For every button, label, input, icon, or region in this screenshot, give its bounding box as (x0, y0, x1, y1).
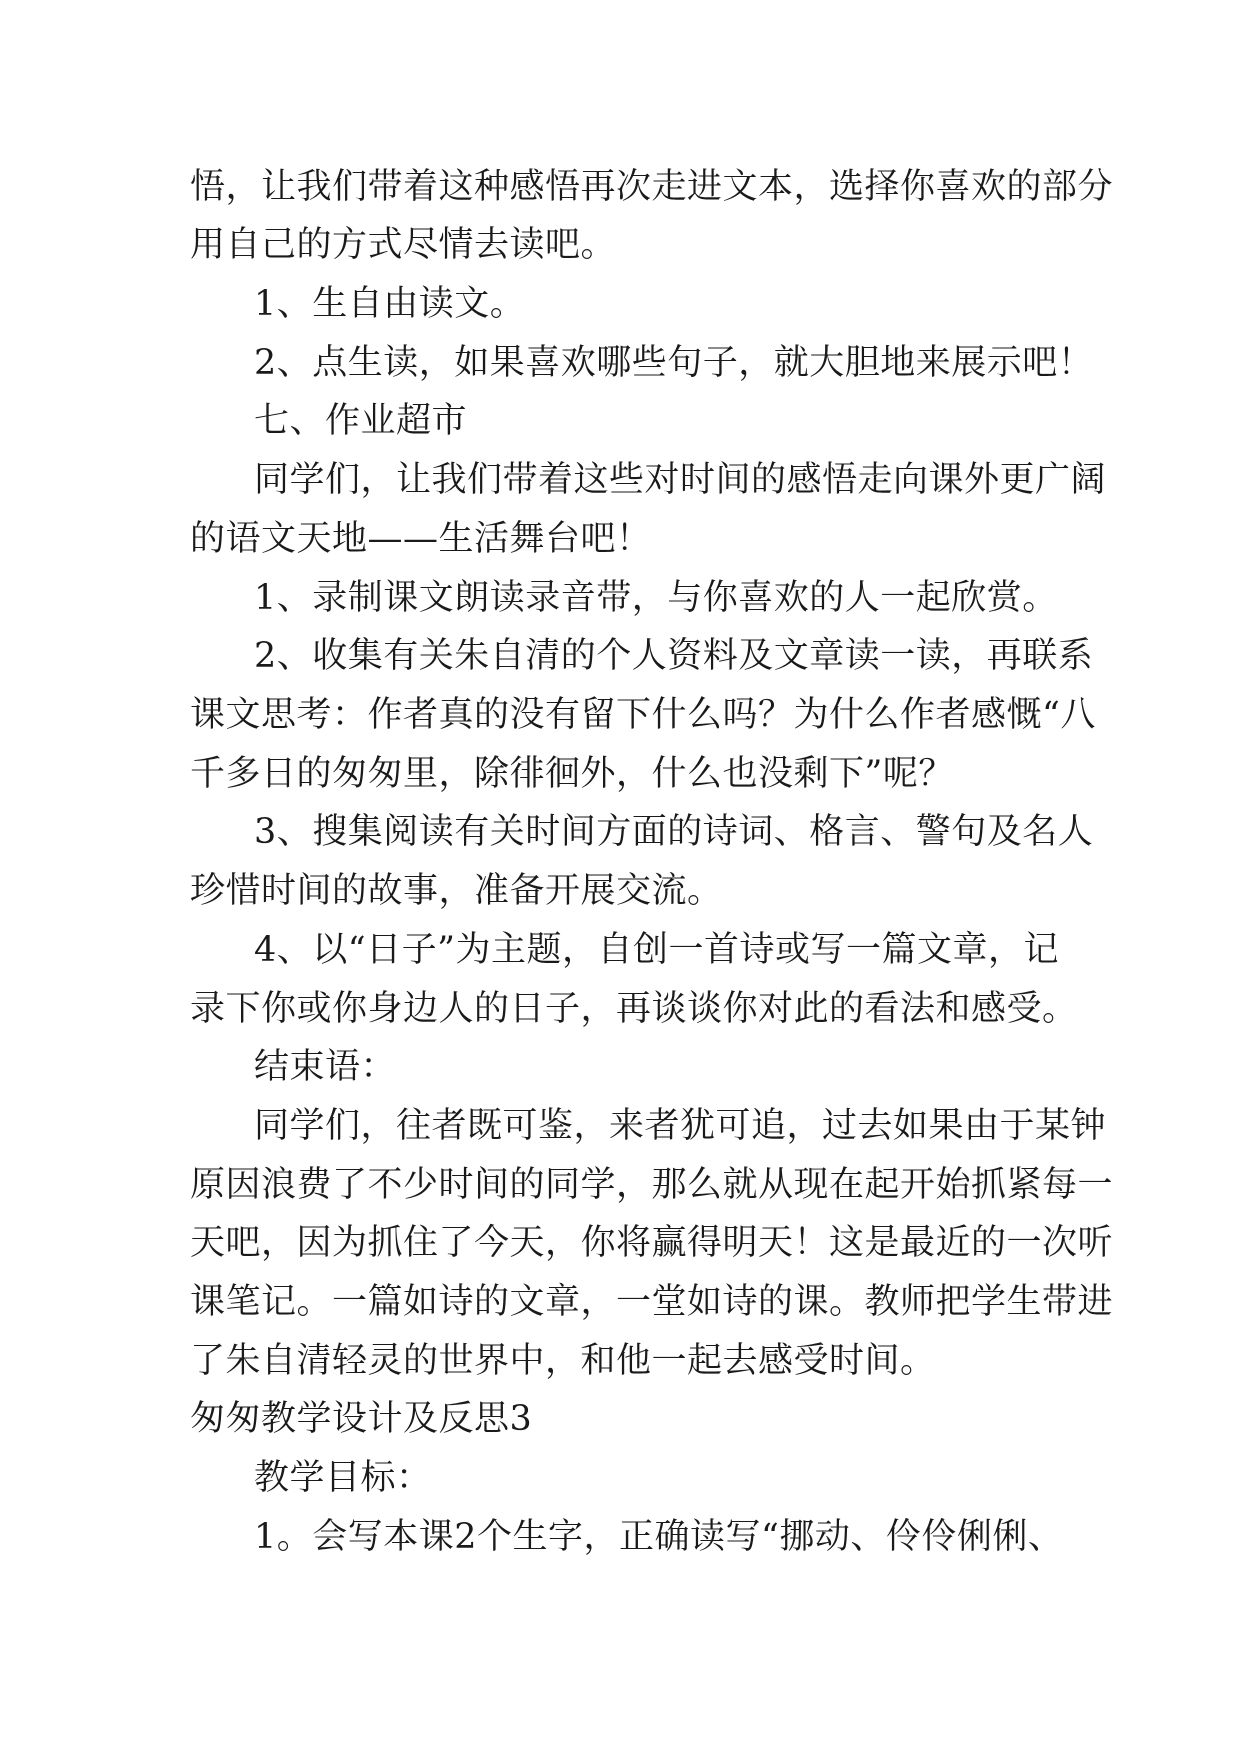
text-line: 1、录制课文朗读录音带，与你喜欢的人一起欣赏。 (254, 578, 1058, 618)
text-line: 千多日的匆匆里，除徘徊外，什么也没剩下”呢？ (190, 754, 954, 794)
document-title: 匆匆教学设计及反思3 (190, 1399, 533, 1439)
text-line: 珍惜时间的故事，准备开展交流。 (190, 871, 723, 911)
text-line: 课笔记。一篇如诗的文章，一堂如诗的课。教师把学生带进 (190, 1282, 1114, 1322)
text-line: 用自己的方式尽情去读吧。 (190, 225, 617, 265)
text-line: 2、点生读，如果喜欢哪些句子，就大胆地来展示吧！ (254, 343, 1094, 383)
text-line: 同学们，往者既可鉴，来者犹可追，过去如果由于某钟 (254, 1106, 1107, 1146)
section-heading: 教学目标： (254, 1458, 432, 1498)
section-heading: 七、作业超市 (254, 401, 468, 441)
text-line: 4、以“日子”为主题，自创一首诗或写一篇文章，记 (254, 930, 1060, 970)
text-line: 1。会写本课2个生字，正确读写“挪动、伶伶俐俐、 (254, 1517, 1064, 1557)
text-line: 了朱自清轻灵的世界中，和他一起去感受时间。 (190, 1341, 936, 1381)
text-line: 同学们，让我们带着这些对时间的感悟走向课外更广阔 (254, 460, 1107, 500)
text-line: 悟，让我们带着这种感悟再次走进文本，选择你喜欢的部分 (190, 167, 1114, 207)
text-line: 的语文天地——生活舞台吧！ (190, 519, 652, 559)
text-line: 录下你或你身边人的日子，再谈谈你对此的看法和感受。 (190, 989, 1078, 1029)
section-heading: 结束语： (254, 1047, 397, 1087)
text-line: 原因浪费了不少时间的同学，那么就从现在起开始抓紧每一 (190, 1165, 1114, 1205)
text-line: 课文思考：作者真的没有留下什么吗？为什么作者感慨“八 (190, 695, 1096, 735)
text-line: 天吧，因为抓住了今天，你将赢得明天！这是最近的一次听 (190, 1223, 1114, 1263)
text-line: 2、收集有关朱自清的个人资料及文章读一读，再联系 (254, 636, 1094, 676)
text-line: 1、生自由读文。 (254, 284, 526, 324)
text-line: 3、搜集阅读有关时间方面的诗词、格言、警句及名人 (254, 812, 1094, 852)
